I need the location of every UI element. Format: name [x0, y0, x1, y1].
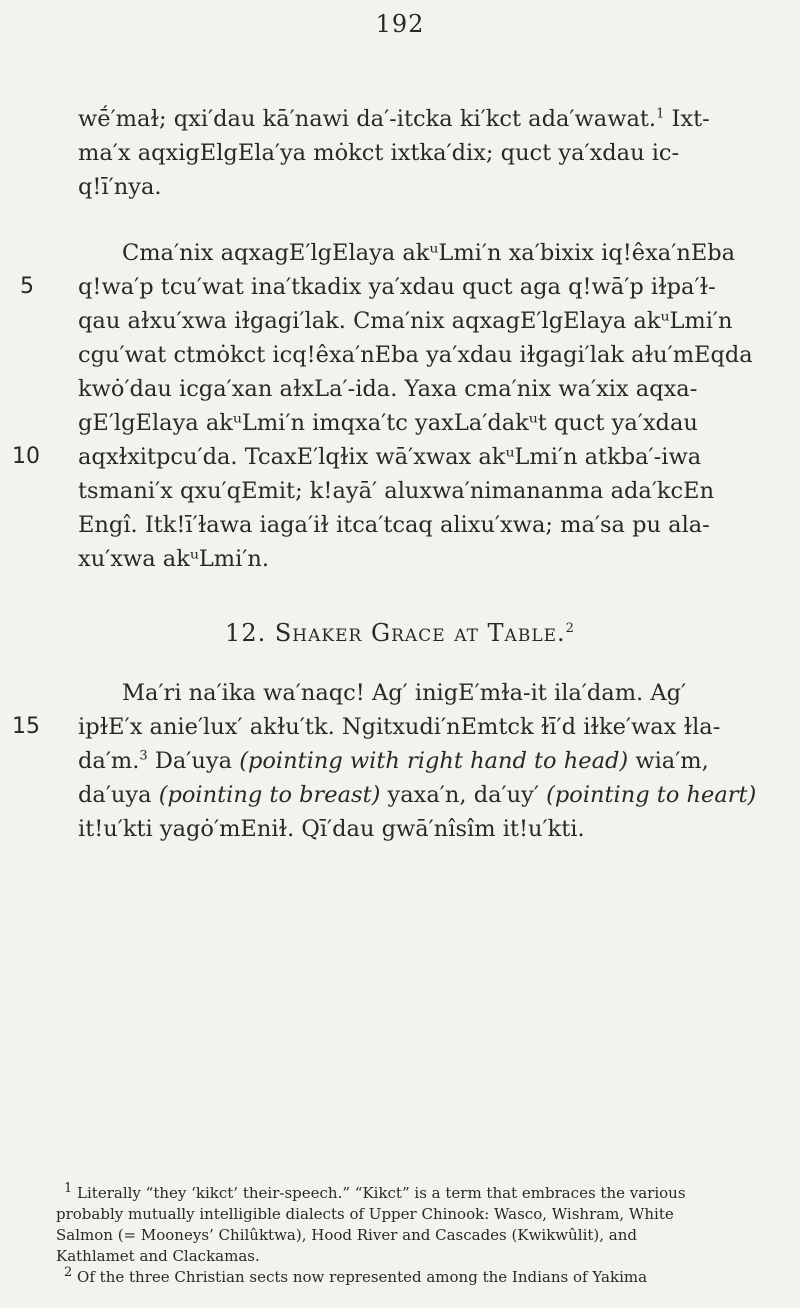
section-heading [0, 616, 800, 650]
line-text: xu′xwa akᵘLmi′n. [78, 546, 270, 572]
text-line [78, 236, 738, 270]
footnote-ref-1[interactable]: 1 [656, 106, 665, 122]
text-line [78, 542, 738, 576]
line-text: q!wa′p tcu′wat ina′tkadix ya′xdau quct aga q!wā′p iɫpa′ɫ- [78, 274, 716, 300]
line-text: Da′uya [147, 748, 240, 774]
footnote-text: probably mutually intelligible dialects of Upper Chinook: Wasco, Wishram, White [56, 1205, 674, 1223]
footnote-line [56, 1246, 746, 1267]
line-number: 15 [12, 714, 40, 739]
line-text: ipɫE′x anie′lux′ akɫu′tk. Ngitxudi′nEmtck ɫī′d iɫke′wax ɫla- [78, 714, 721, 740]
line-text: wḗ′maɫ; qxi′dau kā′nawi da′-itcka ki′kct ada′wawat. [78, 106, 657, 132]
line-text: cgu′wat ctmȯkct icq!êxa′nEba ya′xdau iɫgagi′lak aɫu′mEqda [78, 342, 753, 368]
paragraph-3 [12, 676, 757, 846]
footnote-text: Of the three Christian sects now represented among the Indians of Yakima [72, 1268, 648, 1286]
text-line [78, 406, 738, 440]
footnote-text: Kathlamet and Clackamas. [56, 1247, 260, 1265]
text-line [78, 372, 738, 406]
footnote-line [56, 1225, 746, 1246]
text-line [20, 270, 738, 304]
line-text: yaxa′n, da′uy′ [380, 782, 547, 808]
text-line [78, 508, 738, 542]
line-number: 10 [12, 444, 40, 469]
line-number: 5 [20, 274, 34, 299]
paragraph-1 [78, 102, 738, 204]
stage-direction: (pointing to heart) [546, 782, 757, 808]
text-line [78, 102, 738, 136]
line-text: Cma′nix aqxagE′lgElaya akᵘLmi′n xa′bixix iq!êxa′nEba [122, 240, 736, 266]
footnote-1 [56, 1183, 746, 1204]
footnote-line [56, 1204, 746, 1225]
section-number: 12. [225, 619, 267, 647]
footnote-text: Salmon (= Mooneys’ Chilûktwa), Hood River and Cascades (Kwikwûlit), and [56, 1226, 638, 1244]
line-text: Ma′ri na′ika wa′naqc! Ag′ inigE′mɫa-it ila′dam. Ag′ [122, 680, 687, 706]
text-line [78, 474, 738, 508]
footnote-marker: 1 [64, 1181, 73, 1196]
line-text: wia′m, [628, 748, 709, 774]
page-number: 192 [375, 10, 425, 38]
text-line [78, 676, 738, 710]
footnotes [56, 1183, 746, 1288]
line-text: it!u′kti yagȯ′mEniɫ. Qī′dau gwā′nîsîm it!u′kti. [78, 816, 585, 842]
footnote-text: Literally “they ‘kikct’ their-speech.” “Kikct” is a term that embraces the various [72, 1184, 686, 1202]
text-line [78, 304, 738, 338]
line-text: Engî. Itk!ī′ɫawa iaga′iɫ itca′tcaq alixu′xwa; ma′sa pu ala- [78, 512, 710, 538]
text-line [78, 812, 738, 846]
line-text: ma′x aqxigElgEla′ya mȯkct ixtka′dix; quct ya′xdau ic- [78, 140, 680, 166]
text-line [78, 338, 753, 372]
text-line [78, 744, 738, 778]
line-text: da′m. [78, 748, 140, 774]
line-text: aqxɫxitpcu′da. TcaxE′lqɫix wā′xwax akᵘLmi′n atkba′-iwa [78, 444, 702, 470]
line-text-tail: Ixt- [664, 106, 710, 132]
stage-direction: (pointing with right hand to head) [239, 748, 629, 774]
line-text: tsmani′x qxu′qEmit; k!ayā′ aluxwa′nimananma ada′kcEn [78, 478, 715, 504]
stage-direction: (pointing to breast) [158, 782, 381, 808]
line-text: kwȯ′dau icga′xan aɫxLa′-ida. Yaxa cma′nix wa′xix aqxa- [78, 376, 698, 402]
text-line [12, 710, 738, 744]
line-text: da′uya [78, 782, 159, 808]
footnote-ref-2[interactable]: 2 [565, 621, 575, 636]
line-text: qau aɫxu′xwa iɫgagi′lak. Cma′nix aqxagE′lgElaya akᵘLmi′n [78, 308, 733, 334]
line-text: gE′lgElaya akᵘLmi′n imqxa′tc yaxLa′dakᵘt quct ya′xdau [78, 410, 698, 436]
footnote-marker: 2 [64, 1265, 73, 1280]
text-line [78, 170, 738, 204]
text-line [78, 778, 757, 812]
footnote-ref-3[interactable]: 3 [139, 748, 148, 764]
paragraph-2 [12, 236, 753, 576]
text-line [78, 136, 738, 170]
line-text: q!ī′nya. [78, 174, 162, 200]
text-line [12, 440, 738, 474]
footnote-2 [56, 1267, 746, 1288]
section-title: Shaker Grace at Table. [274, 619, 566, 647]
